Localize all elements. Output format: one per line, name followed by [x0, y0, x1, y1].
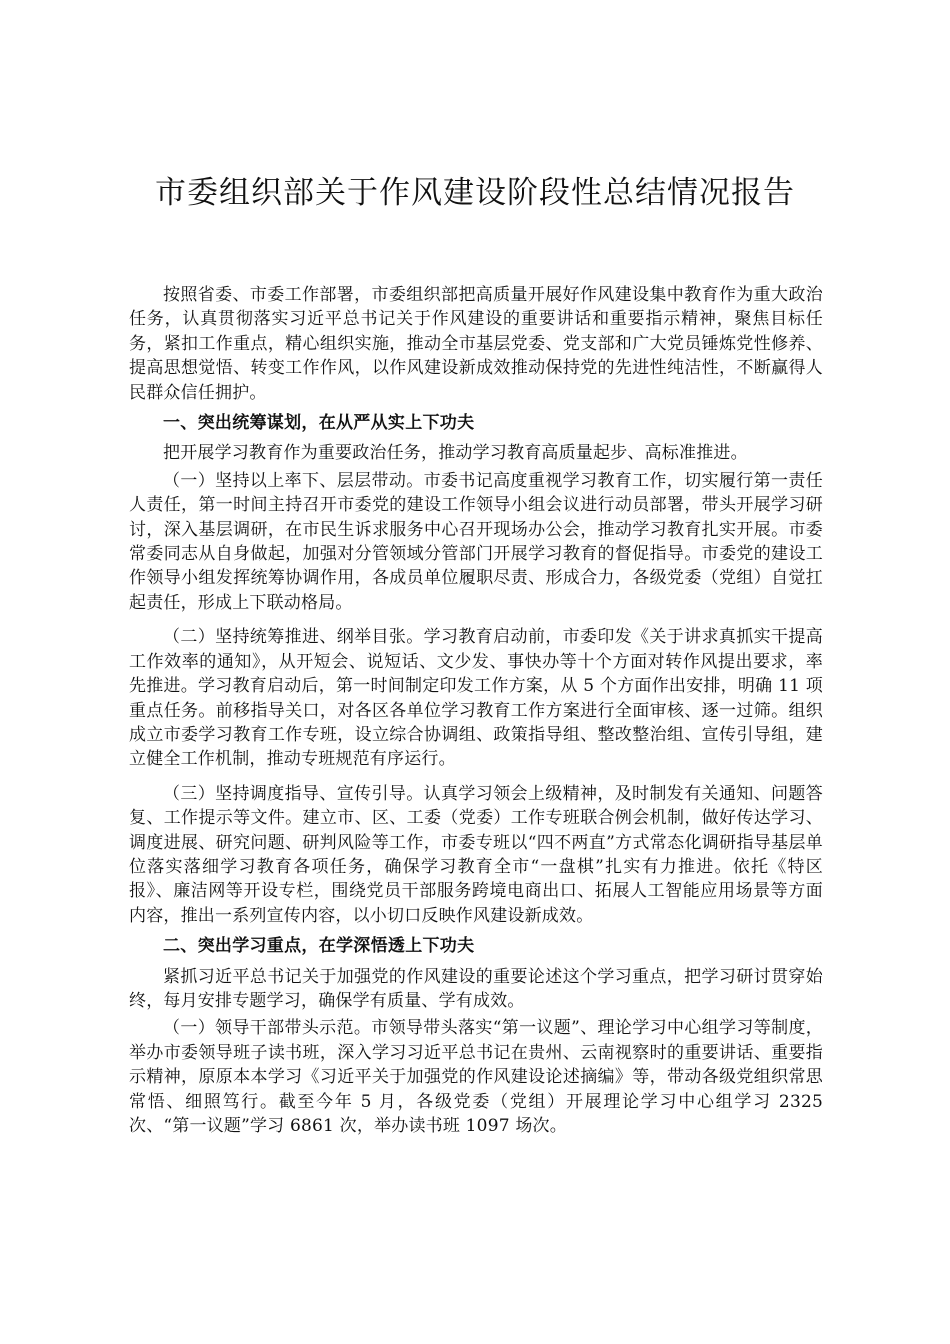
section-1-item-3: （三）坚持调度指导、宣传引导。认真学习领会上级精神，及时制发有关通知、问题答复、工作提示等文件。建立市、区、工委（党委）工作专班联合例会机制，做好传达学习、调度进展、研究问题、研判风险等工作，市委专班以“四不两直”方式常态化调研指导基层单位落实落细学习教育各项任务，确保学习教育全市“一盘棋”扎实有力推进。依托《特区报》、廉洁网等开设专栏，围绕党员干部服务跨境电商出口、拓展人工智能应用场景等方面内容，推出一系列宣传内容，以小切口反映作风建设新成效。 — [129, 783, 823, 926]
section-1-intro: 把开展学习教育作为重要政治任务，推动学习教育高质量起步、高标准推进。 — [163, 443, 748, 464]
section-heading-1: 一、突出统筹谋划，在从严从实上下功夫 — [163, 413, 475, 434]
section-1-item-1: （一）坚持以上率下、层层带动。市委书记高度重视学习教育工作，切实履行第一责任人责任，第一时间主持召开市委党的建设工作领导小组会议进行动员部署，带头开展学习研讨，深入基层调研，在市民生诉求服务中心召开现场办公会，推动学习教育扎实开展。市委常委同志从自身做起，加强对分管领域分管部门开展学习教育的督促指导。市委党的建设工作领导小组发挥统筹协调作用，各成员单位履职尽责、形成合力，各级党委（党组）自觉扛起责任，形成上下联动格局。 — [129, 470, 823, 613]
section-2-item-1: （一）领导干部带头示范。市领导带头落实“第一议题”、理论学习中心组学习等制度，举办市委领导班子读书班，深入学习习近平总书记在贵州、云南视察时的重要讲话、重要指示精神，原原本本学习《习近平关于加强党的作风建设论述摘编》等，带动各级党组织常思常悟、细照笃行。截至今年 5 月，各级党委（党组）开展理论学习中心组学习 2325 次、“第一议题”学习 6861 次，举办读书班 1097 场次。 — [129, 1018, 823, 1136]
section-heading-2: 二、突出学习重点，在学深悟透上下功夫 — [163, 936, 475, 957]
intro-paragraph: 按照省委、市委工作部署，市委组织部把高质量开展好作风建设集中教育作为重大政治任务，认真贯彻落实习近平总书记关于作风建设的重要讲话和重要指示精神，聚焦目标任务，紧扣工作重点，精心组织实施，推动全市基层党委、党支部和广大党员锤炼党性修养、提高思想觉悟、转变工作作风，以作风建设新成效推动保持党的先进性纯洁性，不断赢得人民群众信任拥护。 — [129, 285, 823, 403]
document-title: 市委组织部关于作风建设阶段性总结情况报告 — [155, 175, 795, 211]
section-1-item-2: （二）坚持统筹推进、纲举目张。学习教育启动前，市委印发《关于讲求真抓实干提高工作效率的通知》，从开短会、说短话、文少发、事快办等十个方面对转作风提出要求，率先推进。学习教育启动后，第一时间制定印发工作方案，从 5 个方面作出安排，明确 11 项重点任务。前移指导关口，对各区各单位学习教育工作方案进行全面审核、逐一过筛。组织成立市委学习教育工作专班，设立综合协调组、政策指导组、整改整治组、宣传引导组，建立健全工作机制，推动专班规范有序运行。 — [129, 627, 823, 770]
section-2-intro: 紧抓习近平总书记关于加强党的作风建设的重要论述这个学习重点，把学习研讨贯穿始终，每月安排专题学习，确保学有质量、学有成效。 — [129, 966, 823, 1011]
document-body — [129, 283, 823, 1138]
